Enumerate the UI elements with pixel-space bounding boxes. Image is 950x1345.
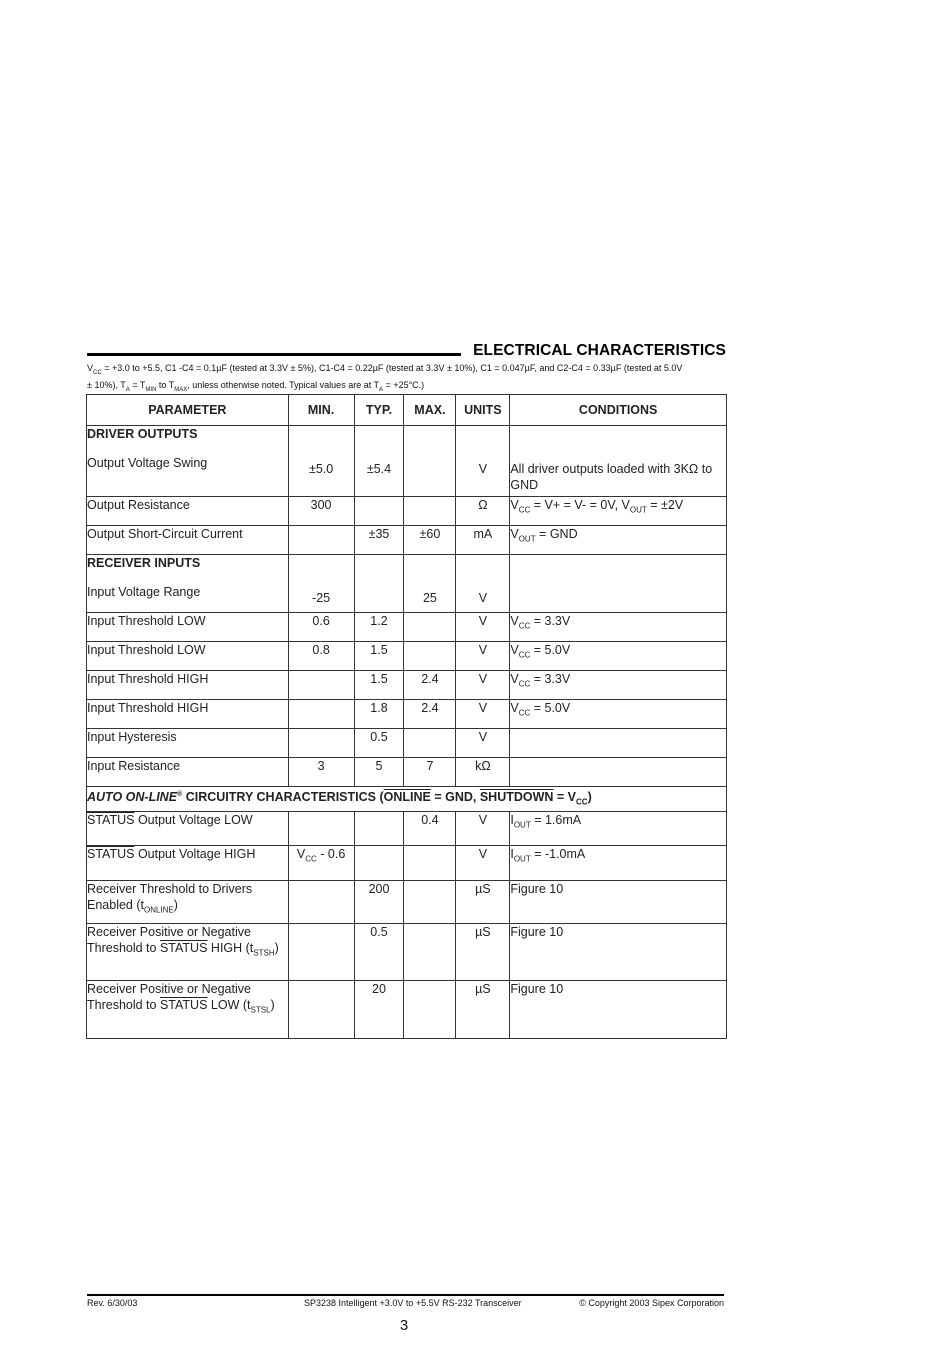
min-value <box>288 700 354 729</box>
typ-value: ±5.4 <box>354 426 404 497</box>
table-row <box>87 426 727 497</box>
param-label: Input Hysteresis <box>87 729 289 758</box>
max-value <box>404 613 456 642</box>
col-header-max: MAX. <box>404 395 456 426</box>
units-value: V <box>456 811 510 845</box>
param-label: Input Threshold LOW <box>87 642 289 671</box>
param-label: Input Threshold LOW <box>87 613 289 642</box>
footer-product: SP3238 Intelligent +3.0V to +5.5V RS-232 Transceiver <box>304 1298 522 1308</box>
typ-value: 20 <box>354 980 404 1038</box>
max-value: 2.4 <box>404 671 456 700</box>
typ-value: 1.5 <box>354 671 404 700</box>
page-title: ELECTRICAL CHARACTERISTICS <box>473 342 726 359</box>
typ-value: 5 <box>354 758 404 787</box>
param-label: Receiver Threshold to Drivers Enabled $(t_{ONLINE})$ <box>87 880 289 923</box>
max-value: 7 <box>404 758 456 787</box>
param-label: Input Voltage Range <box>87 585 201 599</box>
table-row <box>87 555 727 613</box>
section-title-bar <box>87 342 726 360</box>
table-row <box>87 497 727 526</box>
min-value: $V_{CC} - 0.6$ <box>288 845 354 880</box>
param-label: Input Resistance <box>87 758 289 787</box>
param-label: Output Short-Circuit Current <box>87 526 289 555</box>
min-value: 300 <box>288 497 354 526</box>
table-row <box>87 980 727 1038</box>
typ-value: 1.5 <box>354 642 404 671</box>
table-row <box>87 880 727 923</box>
footer-rule <box>87 1294 724 1296</box>
max-value: ±60 <box>404 526 456 555</box>
typ-value: 0.5 <box>354 729 404 758</box>
table-header-row <box>87 395 727 426</box>
units-value: V <box>456 555 510 613</box>
page-number: 3 <box>399 1317 409 1334</box>
min-value <box>288 671 354 700</box>
param-label: STATUS Output Voltage HIGH <box>87 845 289 880</box>
condition-value: $I_{OUT} = -1.0mA$ <box>510 845 727 880</box>
units-value: V <box>456 700 510 729</box>
section-driver-outputs: DRIVER OUTPUTS <box>87 427 198 441</box>
electrical-characteristics-table <box>86 394 727 1039</box>
units-value: V <box>456 426 510 497</box>
typ-value: 1.8 <box>354 700 404 729</box>
typ-value: ±35 <box>354 526 404 555</box>
param-label: STATUS Output Voltage LOW <box>87 811 289 845</box>
condition-value: Figure 10 <box>510 923 727 980</box>
min-value: 0.8 <box>288 642 354 671</box>
param-label: Output Resistance <box>87 497 289 526</box>
col-header-typ: TYP. <box>354 395 404 426</box>
typ-value: 0.5 <box>354 923 404 980</box>
param-label: Output Voltage Swing <box>87 456 208 470</box>
table-row <box>87 923 727 980</box>
units-value: Ω <box>456 497 510 526</box>
units-value: µS <box>456 880 510 923</box>
col-header-units: UNITS <box>456 395 510 426</box>
param-label: Input Threshold HIGH <box>87 671 289 700</box>
table-row <box>87 758 727 787</box>
units-value: mA <box>456 526 510 555</box>
condition-value: $V_{CC} = 3.3V$ <box>510 671 727 700</box>
param-label: Receiver Positive or Negative Threshold to STATUS LOW $(t_{STSL})$ <box>87 980 289 1038</box>
min-value: 0.6 <box>288 613 354 642</box>
condition-value: $V_{CC} = 5.0V$ <box>510 642 727 671</box>
units-value: V <box>456 845 510 880</box>
units-value: V <box>456 729 510 758</box>
title-rule <box>87 353 461 356</box>
typ-value: 200 <box>354 880 404 923</box>
col-header-parameter: PARAMETER <box>87 395 289 426</box>
max-value <box>404 642 456 671</box>
typ-value: 1.2 <box>354 613 404 642</box>
section-auto-online: AUTO ON-LINE® CIRCUITRY CHARACTERISTICS (ONLINE = GND, SHUTDOWN = $V_{CC}$) <box>87 787 727 812</box>
units-value: V <box>456 613 510 642</box>
max-value: 0.4 <box>404 811 456 845</box>
table-row <box>87 811 727 845</box>
units-value: µS <box>456 923 510 980</box>
condition-value: Figure 10 <box>510 980 727 1038</box>
table-row <box>87 526 727 555</box>
min-value: ±5.0 <box>288 426 354 497</box>
table-row <box>87 729 727 758</box>
col-header-conditions: CONDITIONS <box>510 395 727 426</box>
condition-value: $V_{CC} = 3.3V$ <box>510 613 727 642</box>
condition-value: $V_{CC} = V+ = V- = 0V$, $V_{OUT} = \pm 2V$ <box>510 497 727 526</box>
units-value: V <box>456 642 510 671</box>
min-value: 3 <box>288 758 354 787</box>
units-value: µS <box>456 980 510 1038</box>
condition-value: $V_{OUT}$ = GND <box>510 526 727 555</box>
col-header-min: MIN. <box>288 395 354 426</box>
param-label: Receiver Positive or Negative Threshold to STATUS HIGH $(t_{STSH})$ <box>87 923 289 980</box>
table-row <box>87 613 727 642</box>
min-value: -25 <box>288 555 354 613</box>
param-label: Input Threshold HIGH <box>87 700 289 729</box>
table-row <box>87 671 727 700</box>
footer-copyright: © Copyright 2003 Sipex Corporation <box>579 1298 724 1308</box>
max-value: 2.4 <box>404 700 456 729</box>
footer-revision: Rev. 6/30/03 <box>87 1298 138 1308</box>
condition-value: $I_{OUT} = 1.6mA$ <box>510 811 727 845</box>
condition-value: $V_{CC} = 5.0V$ <box>510 700 727 729</box>
units-value: kΩ <box>456 758 510 787</box>
table-row <box>87 700 727 729</box>
condition-value: All driver outputs loaded with 3KΩ to GND <box>510 426 727 497</box>
max-value: 25 <box>404 555 456 613</box>
table-row <box>87 845 727 880</box>
condition-value: Figure 10 <box>510 880 727 923</box>
units-value: V <box>456 671 510 700</box>
table-row <box>87 642 727 671</box>
section-receiver-inputs: RECEIVER INPUTS <box>87 556 201 570</box>
test-conditions-note: $V_{CC} = +3.0$ to +5.5, C1 -C4 = 0.1µF (tested at 3.3V ± 5%), C1-C4 = 0.22µF (tested at 3.3V ± 10%), C1 = 0.047µF, and C2-C4 = 0.33µF (tested at 5.0V ± 10%), $T_A = T_{MIN}$ to $T_{MAX}$, unless otherwise noted. Typical values are at $T_A = +25^\circ C$.) <box>87 363 683 393</box>
